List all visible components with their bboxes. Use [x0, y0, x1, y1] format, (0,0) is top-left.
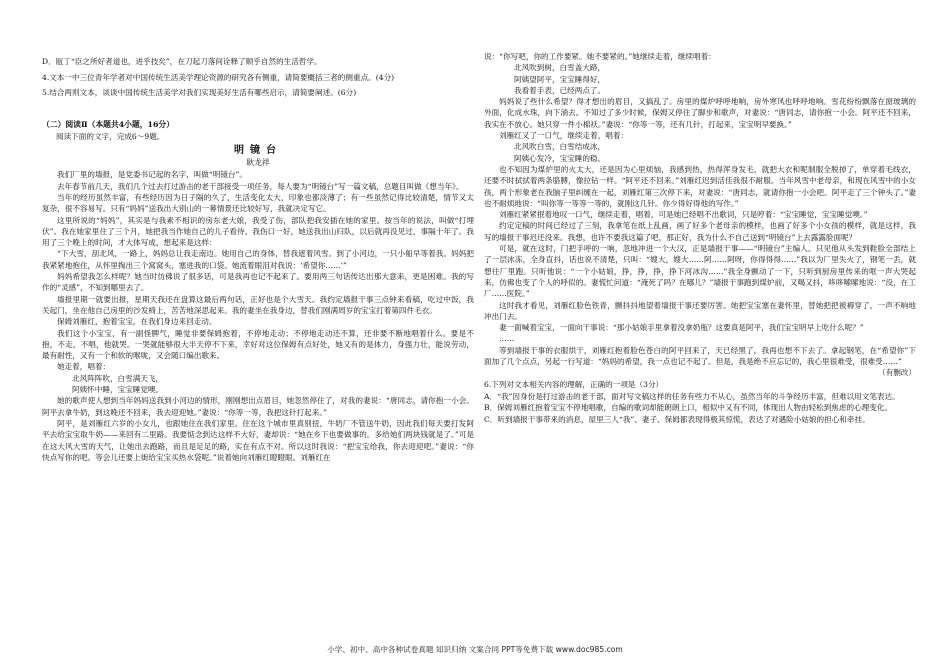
section-instruction: 阅读下面的文字，完成6～9题。: [56, 131, 165, 141]
paragraph: 也不知因为煤炉里的火太大，还是因为心里烦恼，我感到热，热得浑身发毛，就把大衣和呢制服全脱掉了，单穿着毛线衣，还要不时拭拭着两条胳膊，像拉钻一样。“阿平还不回来。”刘雁红迟到活佳我很不耐服。当年风雪中老母亲，和现在风雪中的小女孩，两个形象老在我脑子里纠缠在一起，刘雁红第三次停下来，对妻说：“唐同志，就请你抱一小会吧。阿平走了三个钟头了。”妻也不耐烦地说：“叫你等一等等一等的，就刚这几针。你少得好得他的写作。”: [484, 164, 916, 208]
paragraph: 等到墙报干事的衣服烘干，刘雁红抱着脸色苍白的阿平回来了，天已经黑了。我再也想不下去了。拿起钢笔，在“希望你”下面加了几个点点，另起一行写道：“妈妈的希望，我一点也记不起了。但是，我是绝不应忘记的，我心里很难受，很难受……”: [484, 345, 916, 367]
paragraph: 墙报里期一就要出报，星期天我还在盘算这最后两句话，正好也是个大雪天。我约定墙报干事三点钟来看稿，吃过中饭，我关起门，坐在他自己房里的沙发椅上，苦苦地深思起来。我的妻坐在我身边，替我们刚满周岁的宝宝打着第四件毛衣。: [42, 294, 474, 315]
right-column: [484, 0, 916, 672]
paragraph: 妈妈希望我怎么样呢？她当时仿佛说了很多话，可是我再也记不起来了。要用两三句话传达出那大意来，更是困难。我的写作的“灵感”，不知到哪里去了。: [42, 272, 474, 293]
paragraph: 我们这个小宝宝，有一副怪脾气，睡觉非要保姆抱着，不停地走动；不停地走动还不算，还非要不断地唱着什么。要是不抱，不走，不唱，他就哭。一哭就能够很大半天停不下来，幸好对这位保姆有点好处，她又有的是体力，身强力壮，能说劳动，最有耐性，又有一个和软的喉咙，又会随口编出歌来。: [42, 328, 474, 361]
paragraph: 我们厂里的墙报，是党委书记起的名字，叫做“明镜台”。: [57, 170, 248, 180]
story-body-left-2: [42, 395, 474, 463]
story-title: 明镜台: [234, 145, 282, 157]
source-note: （有删改）: [878, 368, 916, 378]
paragraph: 约定定稿的时间已经过了三刻，我拿笔在纸上乱画，画了好多个老母亲的模样，也画了好多个小女孩的模样，就是这样，我写的墙报干事迟还没来。我想，也许不要我这篇了吧，那正好，我为什么不自己送到“明镜台”上去露露脸面呢？: [484, 221, 916, 242]
paragraph: 这时我才看见，刘雁红脸色铁青，颤抖抖地望着墙报干事还要厉害。她把宝宝塞在妻怀里，替她把把被褥穿了，一声不响地冲出门去。: [484, 300, 916, 321]
option-b: B．保姆刘雁红抱着宝宝不停地唱歌，自编的歌词却能朗朗上口，相似中又有不同，体现出人物由轻松到焦虑的心理变化。: [484, 403, 893, 413]
question-5: 5.结合两则文本，谈谈中国传统生活美学对我们实现美好生活有哪些启示，请简要阐述。(6分): [42, 88, 357, 98]
paragraph: 她的歌声使人想到当年妈妈送我到小河边的情形，刚刚想出点眉目，她忽然停住了，对我的妻说：“唐同志，请你抱一小会。阿平去拿牛奶，到这晚还不回来，我去迎迎她。”妻说：“你等一等，我把这针打起来。”: [42, 396, 474, 417]
story-body-left-1: [42, 169, 474, 372]
option-c: C．听到墙报干事带来的消息，屋里三人“我”、妻子、保姆都表现得极其惊慌，表达了对遇险小姑娘的担心和牵挂。: [484, 414, 870, 424]
paragraph: 她走着，唱着：: [57, 362, 111, 372]
song-verse-2: [484, 62, 916, 96]
page-footer: 小学、初中、高中各种试卷真题 知识归纳 文案合同 PPT等免费下载 www.doc985.com: [327, 645, 623, 654]
ellipsis: ……: [499, 334, 515, 344]
song-line: 北风吹白雪，白雪结成冰，: [514, 142, 606, 152]
song-verse-3: [484, 141, 916, 164]
question-4: 4.文本一中三位青年学者对中国传统生活美学理论资源的研究各有侧重，请简要概括三者的侧重点。(4分): [42, 72, 395, 82]
song-line: 北风阵阵吹，白雪满天飞，: [72, 373, 164, 383]
paragraph: 保姆刘雁红，抱着宝宝，在我们身边来回走动。: [57, 317, 217, 327]
option-a: A．“我”因身份是打过游击的老干部，面对写文稿这样的任务有些力不从心，虽然当年的斗争经历丰富，但难以用文笔表达。: [484, 391, 900, 401]
paragraph: 妻一面喊着宝宝，一面向干事说：“那小姑娘手里拿着没拿奶瓶？这要真是阿平，我们宝宝明早上吃什么呢？”: [499, 323, 864, 333]
song-line: 北风吹到树，白雪盖大路，: [514, 63, 606, 73]
paragraph: 刘雁红紧紧抿着地叹一口气，继续走着，唱着，可是她已经唱不出歌词，只是哼着：“宝宝睡觉，宝宝睡觉噢。”: [499, 210, 868, 220]
song-line: 我看着手表，已经两点了。: [514, 85, 606, 95]
song-line: 阿姨怀中睡，宝宝睡觉噢。: [72, 385, 164, 395]
section-heading: （二）阅读Ⅱ（本题共4小题，16分）: [42, 119, 175, 129]
paragraph: 刘雁红又了一口气，继续走着，唱着：: [499, 131, 629, 141]
paragraph: 说：“你写吧，你的工作要紧。她不要紧的。”她继续走着，继续唱着：: [484, 52, 716, 61]
song-line: 阿姨心发冷，宝宝睡的稳。: [514, 153, 606, 163]
left-column: [42, 0, 474, 672]
question-5d-option: D．瓯丁“臣之所好者道也，进乎技矣”，在刀起刀落间诠释了顺乎自然的生活哲学。: [42, 57, 322, 66]
paragraph: 当年的经历虽然丰富，有些经历因为日子隔的久了，生活变化太大，印象也都淡薄了；有一些虽然记得比较清楚，情节又太复杂，很不容易写。只有“妈妈”送我出大别山的一幕情景还比较好写，我就决定写它。: [42, 192, 474, 214]
paragraph: 阿平，是刘雁红六岁的小女儿，也跟她住在我们家里。住在这个城市里真别扭，牛奶厂不管送牛奶，因此我们每天要打发阿平去给宝宝取牛奶——来回有二里路。我要惦念到达这样不大好，妻却说：“她在乡下也要做事的。多给她们两块钱就是了。”可是在这大风大雪的天气，让她出去跑路，而且是足足的路，实在有点不对。所以这时我说：“把宝宝给我，你去迎迎吧。”妻说：“你快点写你的吧。等会儿还要上街给宝宝买热水袋呢。”说着她向刘雁红瞪瞪眼。刘雁红在: [42, 418, 474, 462]
song-verse-1: [42, 373, 474, 396]
paragraph: 可是，就在这时，门把手呼的一响，忽地冲进一个大汉，正是墙报干事——“明镜台”主编人。只见他从头发到鞋脸全部结上了一层冰冻，全身直抖，话也说不清楚，只叫：“嫂大，嫂大……阿……阿呀，你得得得……”我以为厂里失火了，钢笔一丢，就想往厂里跑。只听他说：“一个小姑娘，挣，挣，挣，挣下河冰沟……”我全身颤动了一下，只听到厨房里传来的哐一声大哭起来，仿佛也变了个人的呼似的。妻慌忙问道：“淹死了吗？在哪儿？”墙报干事跑到煤炉前，又喝又抖，哆哆嗦嗦地说：“没，在工厂……医院。”: [484, 244, 916, 299]
story-author: 耿龙祥: [246, 158, 270, 168]
paragraph: 去年春节前几天，我们几个过去打过游击的老干部接受一项任务，每人要为“明镜台”写一篇文稿，总题目叫做《想当年》。: [57, 181, 464, 191]
paragraph: 这里所说的“妈妈”，其实是与我素不相识的房东老大娘，我受了伤，部队把我安插在她的家里。按当年的说法，叫做“打埋伏”。我在她家里住了三个月，她把我当作她自己的儿子看待。我伤口一好，她送我出山归队，以后就再没见过，事隔十年了。我用了三个晚上的时间，才大体写成，想起来是这样：: [42, 215, 474, 248]
paragraph: 妈妈说了些什么希望？得才想出的眉目，又搞乱了。房里的煤炉呼呼地响，房外寒风也呼呼地响。雪花纷纷飘落在窗玻璃的外面，化成水珠，向下淌去。不知过了多少时候，保姆又停住了脚步和歌声，对妻说：“唐同志，请你抱一小会。阿平还不回来，我实在不放心。她只穿一件小棉袄。”妻说：“你等一等，还有几针，打起来，宝宝明早要换。”: [484, 97, 916, 129]
question-6: 6.下列对文本相关内容的理解，正确的一项是（3分）: [484, 380, 664, 390]
paragraph: “下大雪，刮北风，一路上，妈妈总让我走南边。她用自己的身体，替我遮着风雪。到了小河边，一只小船早等着我。妈妈把我紧紧地抱住，从怀里掏出三个窝窝头，塞进我的口袋。她流着眼泪对我说：‘希望你……’”: [42, 249, 474, 270]
song-line: 阿姨望阿平，宝宝睡得好，: [514, 74, 606, 84]
